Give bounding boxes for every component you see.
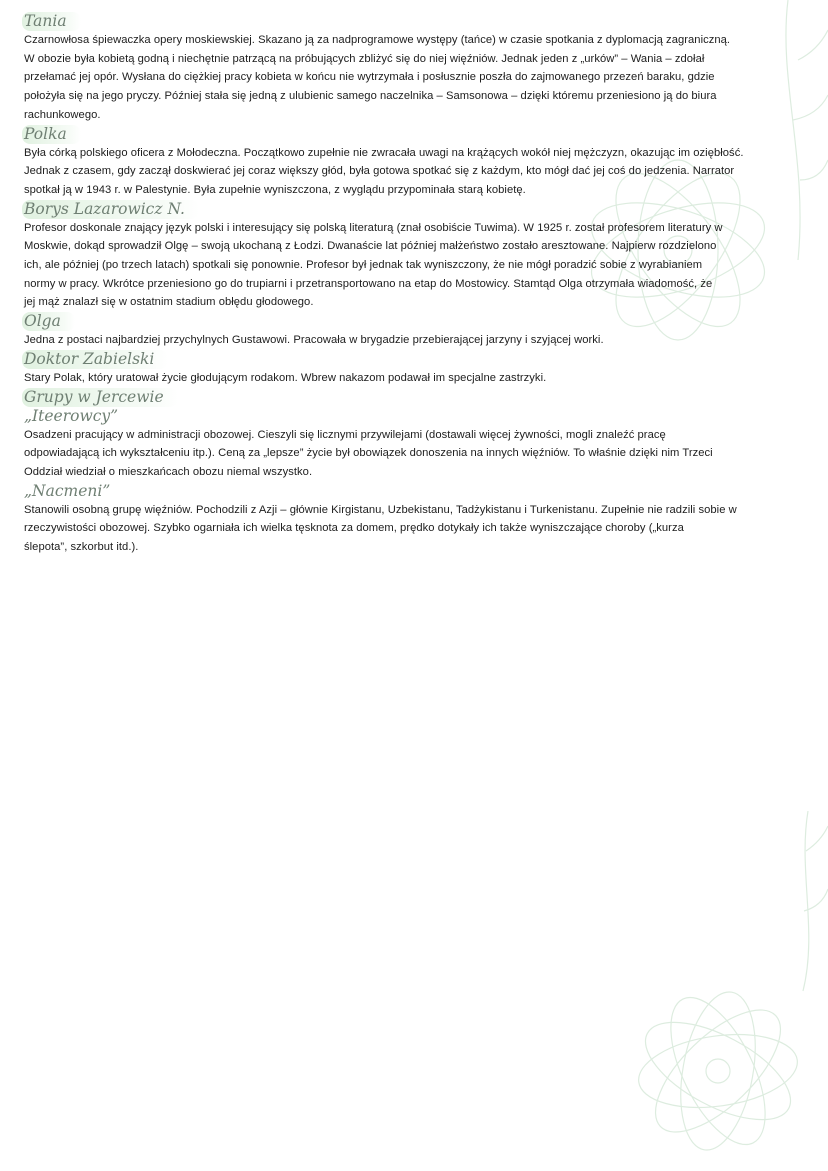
- text-line: przełamać jej opór. Wysłana do ciężkiej pracy kobieta w końcu nie wytrzymała i posłusznie poszła do zajmowanego przezeń baraku, gdzie: [24, 71, 715, 84]
- section-heading: Grupy w Jercewie: [22, 388, 178, 407]
- section-polka: [24, 125, 814, 200]
- section-heading: Polka: [22, 125, 81, 144]
- subsection-nacmeni: [24, 482, 814, 557]
- text-line: Stary Polak, który uratował życie głodującym rodakom. Wbrew nakazom podawał im specjalne zastrzyki.: [24, 371, 547, 384]
- text-line: ich, ale później (po trzech latach) spotkali się ponownie. Profesor był jednak tak wyniszczony, że nie mógł poradzić sobie z wyrabianiem: [24, 259, 703, 272]
- section-borys: [24, 200, 814, 313]
- text-line: normy w pracy. Wkrótce przeniesiono go do trupiarni i przetransportowano na etap do Mostowicy. Stamtąd Olga otrzymała wiadomość, że: [24, 277, 713, 290]
- section-heading: Olga: [22, 312, 75, 331]
- section-olga: [24, 312, 814, 350]
- text-line: rzeczywistości obozowej. Szybko ogarniała ich wielka tęsknota za domem, prędko dotykały ich także wyniszczające choroby („kurza: [24, 522, 684, 535]
- text-line: ślepota”, szkorbut itd.).: [24, 541, 139, 554]
- text-line: Moskwie, dokąd sprowadził Olgę – swoją ukochaną z Łodzi. Dwanaście lat później małżeństwo zostało aresztowane. Najpierw rozdzielono: [24, 240, 717, 253]
- document-body: [24, 12, 814, 557]
- section-heading: Doktor Zabielski: [22, 350, 168, 369]
- text-line: Była córką polskiego oficera z Mołodeczna. Początkowo zupełnie nie zwracała uwagi na krążących wokół niej mężczyzn, okazując im oziębłość.: [24, 146, 744, 159]
- text-line: Osadzeni pracujący w administracji obozowej. Cieszyli się licznymi przywilejami (dostawali więcej żywności, mogli znaleźć pracę: [24, 428, 666, 441]
- text-line: położyła się na jego pryczy. Później stała się jedną z ulubienic samego naczelnika – Samsonowa – dzięki któremu przeniesiono ją do biura: [24, 90, 717, 103]
- section-heading: Tania: [22, 12, 81, 31]
- section-tania: [24, 12, 814, 125]
- section-grupy: [24, 388, 814, 557]
- subsection-iteerowcy: [24, 407, 814, 482]
- text-line: Jednak z czasem, gdy zaczął doskwierać jej coraz większy głód, była gotowa spotkać się z każdym, kto mógł dać jej coś do jedzenia. Narrator: [24, 165, 735, 178]
- text-line: Stanowili osobną grupę więźniów. Pochodzili z Azji – głównie Kirgistanu, Uzbekistanu, Tadżykistanu i Turkenistanu. Zupełnie nie radzili sobie w: [24, 503, 737, 516]
- text-line: spotkał ją w 1943 r. w Palestynie. Była zupełnie wyniszczona, z wyglądu przypominała starą kobietę.: [24, 183, 526, 196]
- section-heading: Borys Lazarowicz N.: [22, 200, 199, 219]
- text-line: W obozie była kobietą godną i niechętnie patrzącą na próbujących zbliżyć się do niej więźniów. Jednak jeden z „urków” – Wania – zdołał: [24, 52, 705, 65]
- text-line: Profesor doskonale znający język polski i interesujący się polską literaturą (znał osobiście Tuwima). W 1925 r. został profesorem literatury w: [24, 221, 723, 234]
- text-line: jej mąż znalazł się w ostatnim stadium obłędu głodowego.: [24, 296, 314, 309]
- text-line: Jedna z postaci najbardziej przychylnych Gustawowi. Pracowała w brygadzie przebierającej jarzyny i szyjącej worki.: [24, 334, 604, 347]
- subsection-heading: „Iteerowcy”: [24, 406, 119, 425]
- text-line: rachunkowego.: [24, 108, 101, 121]
- section-doktor-zabielski: [24, 350, 814, 388]
- text-line: odpowiadającą ich wykształceniu itp.). Ceną za „lepsze” życie był obowiązek donoszenia na innych więźniów. To właśnie dzięki nim Trzeci: [24, 447, 713, 460]
- text-line: Oddział wiedział o mieszkańcach obozu niemal wszystko.: [24, 465, 313, 478]
- subsection-heading: „Nacmeni”: [24, 481, 111, 500]
- floral-decoration-bottom-icon: [568, 811, 828, 1171]
- text-line: Czarnowłosa śpiewaczka opery moskiewskiej. Skazano ją za nadprogramowe występy (tańce) w czasie spotkania z dyplomacją zagraniczną.: [24, 34, 731, 46]
